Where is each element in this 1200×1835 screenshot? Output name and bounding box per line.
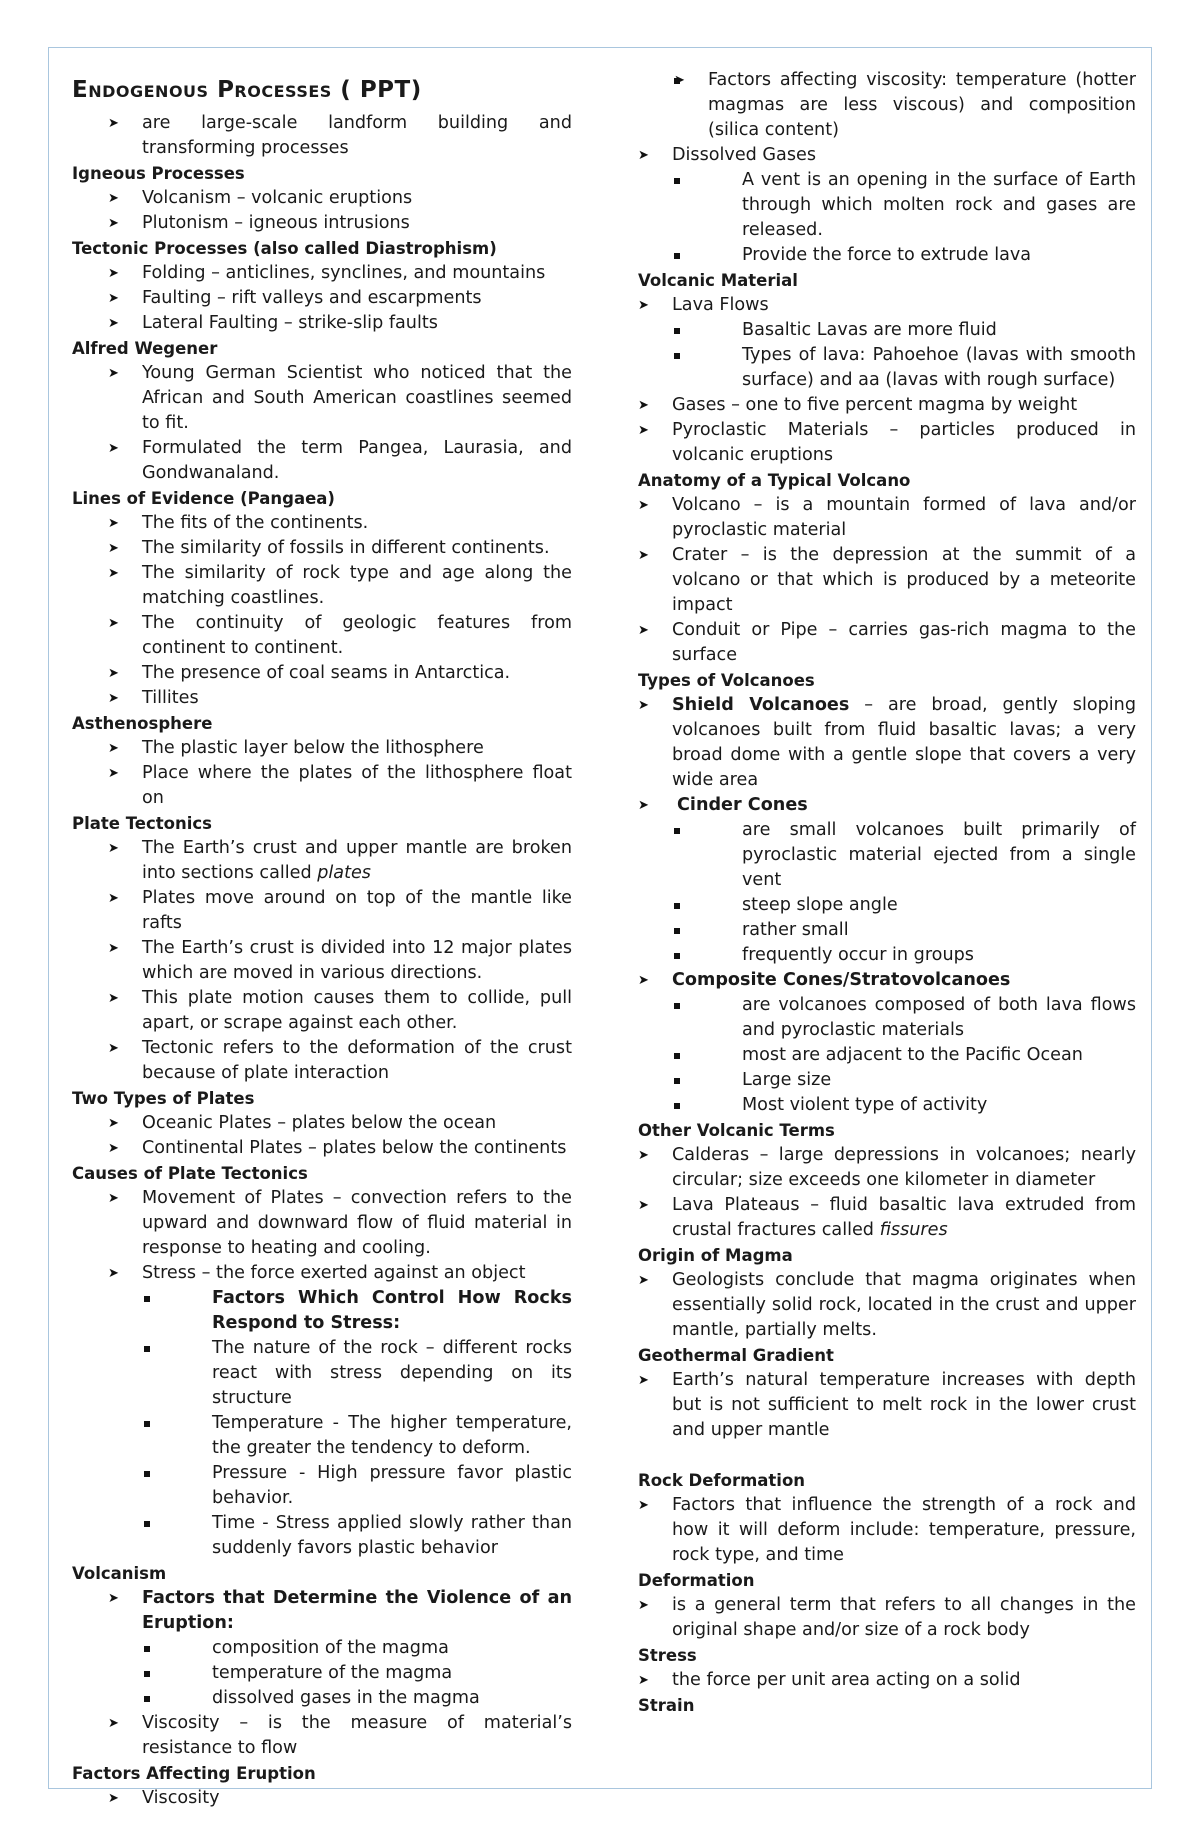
sublist-item: Temperature - The higher temperature, the greater the tendency to deform. [142,1411,572,1461]
list-item: ➤ Geologists conclude that magma originates when essentially solid rock, located in the crust and upper mantle, partially melts. [602,1268,1136,1343]
list-item [72,1586,572,1711]
sublist-item: Pressure - High pressure favor plastic behavior. [142,1461,572,1511]
lava-sublist [602,318,1136,393]
sublist-item: are small volcanoes built primarily of pyroclastic material ejected from a single vent [672,818,1136,893]
list-item [72,836,572,886]
cinder-sublist [602,818,1136,968]
sublist-item: Large size [672,1068,1136,1093]
list-item: ➤ Gases – one to five percent magma by weight [602,393,1136,418]
list-item: ➤ Plates move around on top of the mantle like rafts [72,886,572,936]
sublist-item: dissolved gases in the magma [142,1686,572,1711]
item-text: Dissolved Gases [672,145,816,165]
list-item: ➤ The presence of coal seams in Antarctica. [72,661,572,686]
list-item: ➤ The continuity of geologic features from continent to continent. [72,611,572,661]
list-item: ➤ The fits of the continents. [72,511,572,536]
list-item: ➤ The Earth’s crust is divided into 12 major plates which are moved in various directions. [72,936,572,986]
list-item: ➤ is a general term that refers to all changes in the original shape and/or size of a rock body [602,1593,1136,1643]
list-item: ➤ Tectonic refers to the deformation of the crust because of plate interaction [72,1036,572,1086]
list-item: ➤ Conduit or Pipe – carries gas-rich magma to the surface [602,618,1136,668]
item-label: Cinder Cones [677,795,808,815]
list-item: ➤ Formulated the term Pangea, Laurasia, and Gondwanaland. [72,436,572,486]
list-item: ➤ Folding – anticlines, synclines, and mountains [72,261,572,286]
list-item: ➤ Crater – is the depression at the summit of a volcano or that which is produced by a meteorite impact [602,543,1136,618]
list-item: ➤ Tillites [72,686,572,711]
list-item: ➤ Viscosity [72,1786,572,1811]
item-label: Composite Cones/Stratovolcanoes [672,970,1011,990]
list-item: ➤ Earth’s natural temperature increases with depth but is not sufficient to melt rock in the lower crust and upper mantle [602,1368,1136,1443]
list-item [602,1193,1136,1243]
list-item: ➤ The plastic layer below the lithosphere [72,736,572,761]
list-item [602,693,1136,793]
left-column [72,73,572,1811]
list-item [602,968,1136,1118]
sublist-item: Factors Which Control How Rocks Respond to Stress: [142,1286,572,1336]
list-item: ➤ Movement of Plates – convection refers to the upward and downward flow of fluid material in response to heating and cooling. [72,1186,572,1261]
sublist-item: ➤ Factors affecting viscosity: temperature (hotter magmas are less viscous) and composition (silica content) [638,68,1136,143]
item-text: Lava Flows [672,295,769,315]
list-item: ➤ Pyroclastic Materials – particles produced in volcanic eruptions [602,418,1136,468]
list-item [602,293,1136,393]
sublist-item: Types of lava: Pahoehoe (lavas with smooth surface) and aa (lavas with rough surface) [672,343,1136,393]
intro-list [72,111,572,161]
sublist-item: composition of the magma [142,1636,572,1661]
item-text: – are broad, gently sloping volcanoes built from fluid basaltic lavas; a very broad dome with a gentle slope that covers a very wide area [672,695,1136,790]
sublist-item: steep slope angle [672,893,1136,918]
sublist-item: rather small [672,918,1136,943]
section-heading: Volcanism [72,1564,167,1583]
emphasis-text: fissures [879,1220,948,1240]
list-item: ➤ Place where the plates of the lithosphere float on [72,761,572,811]
factors-sublist [72,1636,572,1711]
sublist-item: temperature of the magma [142,1661,572,1686]
list-item: ➤ Young German Scientist who noticed that the African and South American coastlines seemed to fit. [72,361,572,436]
list-item: ➤ Lateral Faulting – strike-slip faults [72,311,572,336]
section-heading: Types of Volcanoes [638,671,815,690]
sublist-item: frequently occur in groups [672,943,1136,968]
section-heading: Strain [638,1696,695,1715]
list-item: ➤ Calderas – large depressions in volcanoes; nearly circular; size exceeds one kilometer in diameter [602,1143,1136,1193]
item-text: Stress – the force exerted against an object [142,1263,526,1283]
list-item: ➤ The similarity of fossils in different continents. [72,536,572,561]
section-heading: Igneous Processes [72,164,245,183]
list-item: ➤ the force per unit area acting on a solid [602,1668,1136,1693]
item-label: Shield Volcanoes [672,695,850,715]
list-item: ➤ Viscosity – is the measure of material’s resistance to flow [72,1711,572,1761]
sublist-item: A vent is an opening in the surface of Earth through which molten rock and gases are released. [672,168,1136,243]
composite-sublist [602,993,1136,1118]
section-heading: Anatomy of a Typical Volcano [638,471,911,490]
sublist-item: are volcanoes composed of both lava flows and pyroclastic materials [672,993,1136,1043]
item-text: Factors that Determine the Violence of an Eruption: [142,1588,572,1633]
right-column [638,68,1136,1718]
dissolved-sublist [602,168,1136,268]
list-item [72,1261,572,1561]
section-heading: Lines of Evidence (Pangaea) [72,489,335,508]
section-heading: Two Types of Plates [72,1089,255,1108]
section-heading: Tectonic Processes (also called Diastrophism) [72,239,497,258]
list-item [602,793,1136,968]
section-heading: Other Volcanic Terms [638,1121,835,1140]
item-text: The Earth’s crust and upper mantle are broken into sections called [142,838,572,883]
section-heading: Plate Tectonics [72,814,212,833]
list-item: ➤ Factors that influence the strength of a rock and how it will deform include: temperature, pressure, rock type, and time [602,1493,1136,1568]
sublist-item: most are adjacent to the Pacific Ocean [672,1043,1136,1068]
list-item: ➤ Volcanism – volcanic eruptions [72,186,572,211]
list-item: ➤ Continental Plates – plates below the continents [72,1136,572,1161]
page-title: Endogenous Processes ( PPT) [72,77,422,103]
section-heading: Factors Affecting Eruption [72,1764,316,1783]
sublist-item: Time - Stress applied slowly rather than suddenly favors plastic behavior [142,1511,572,1561]
list-item [602,143,1136,268]
emphasis-text: plates [317,863,371,883]
sublist-item: Basaltic Lavas are more fluid [672,318,1136,343]
section-heading: Asthenosphere [72,714,213,733]
list-item: ➤ are large-scale landform building and transforming processes [72,111,572,161]
list-item: ➤ Volcano – is a mountain formed of lava and/or pyroclastic material [602,493,1136,543]
sublist-item: Provide the force to extrude lava [672,243,1136,268]
item-text: Lava Plateaus – fluid basaltic lava extruded from crustal fractures called [672,1195,1136,1240]
stress-sublist [72,1286,572,1561]
viscosity-sublist [638,68,1136,143]
list-item: ➤ Oceanic Plates – plates below the ocean [72,1111,572,1136]
section-heading: Alfred Wegener [72,339,218,358]
section-heading: Rock Deformation [638,1471,806,1490]
list-item: ➤ The similarity of rock type and age along the matching coastlines. [72,561,572,611]
list-item: ➤ Plutonism – igneous intrusions [72,211,572,236]
section-heading: Origin of Magma [638,1246,793,1265]
section-heading: Geothermal Gradient [638,1346,834,1365]
section-heading: Stress [638,1646,697,1665]
section-heading: Causes of Plate Tectonics [72,1164,308,1183]
sublist-item: Most violent type of activity [672,1093,1136,1118]
list-item: ➤ Faulting – rift valleys and escarpments [72,286,572,311]
section-heading: Volcanic Material [638,271,798,290]
sublist-item: The nature of the rock – different rocks react with stress depending on its structure [142,1336,572,1411]
list-item: ➤ This plate motion causes them to collide, pull apart, or scrape against each other. [72,986,572,1036]
section-heading: Deformation [638,1571,755,1590]
list-item [638,68,1136,143]
